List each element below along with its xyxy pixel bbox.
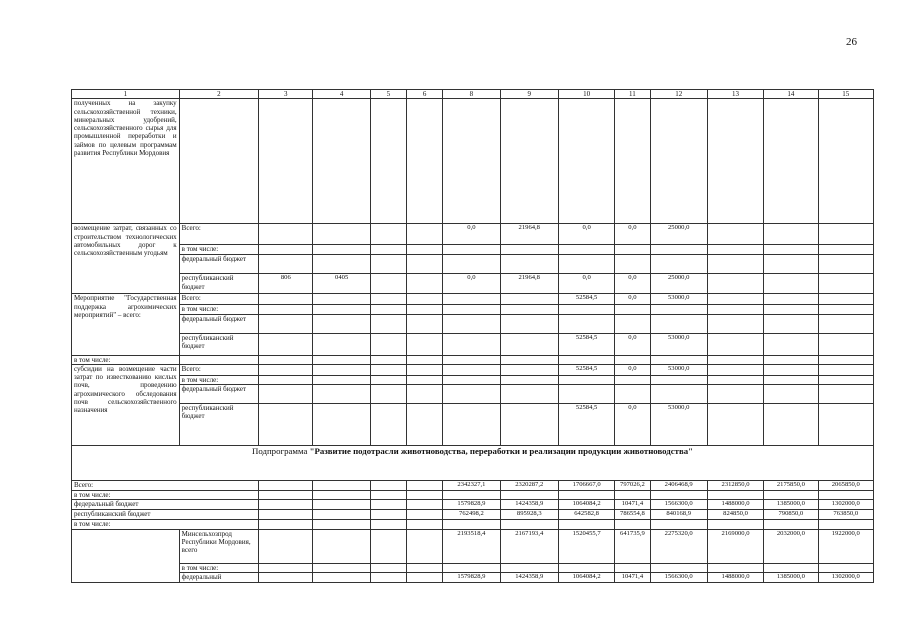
value-cell: 1488000,0 — [707, 572, 763, 582]
value-cell: 2032000,0 — [764, 529, 818, 563]
table-row — [72, 491, 874, 500]
funding-type: федеральный бюджет — [179, 255, 258, 274]
value-cell: 2169000,0 — [707, 529, 763, 563]
value-cell: 52584,5 — [558, 364, 614, 375]
column-numbers-row — [72, 90, 874, 99]
value-cell: 824850,0 — [707, 510, 763, 520]
value-cell: 0,0 — [558, 274, 614, 294]
value-cell: 1922000,0 — [818, 529, 873, 563]
value-cell: 0,0 — [615, 404, 650, 446]
value-cell: 10471,4 — [615, 572, 650, 582]
value-cell: 1520455,7 — [558, 529, 614, 563]
value-cell: 0,0 — [615, 333, 650, 355]
value-cell: 790850,0 — [764, 510, 818, 520]
value-cell: 1566300,0 — [650, 500, 707, 510]
funding-type: в том числе: — [179, 563, 258, 572]
funding-type: республиканский бюджет — [179, 404, 258, 446]
value-cell: 52584,5 — [558, 404, 614, 446]
value-cell: 25000,0 — [650, 224, 707, 245]
col-header: 1 — [72, 90, 180, 99]
row-label: в том числе: — [72, 491, 259, 500]
row-label: Мероприятие "Государственная поддержка агрохимических мероприятий" – всего: — [72, 294, 180, 355]
row-label: в том числе: — [72, 520, 259, 529]
row-label: в том числе: — [72, 355, 180, 364]
col-header: 11 — [615, 90, 650, 99]
value-cell: 1579828,9 — [443, 572, 500, 582]
value-cell: 21964,8 — [500, 274, 558, 294]
funding-type: республиканский бюджет — [179, 274, 258, 294]
col-header: 14 — [764, 90, 818, 99]
code-cell: 0405 — [313, 274, 370, 294]
value-cell: 2406468,9 — [650, 481, 707, 491]
value-cell: 2175850,0 — [764, 481, 818, 491]
funding-type: федеральный бюджет — [179, 385, 258, 404]
table-row — [72, 481, 874, 491]
table-row — [72, 255, 874, 274]
funding-type: республиканский бюджет — [179, 333, 258, 355]
col-header: 3 — [259, 90, 313, 99]
value-cell: 1424358,9 — [500, 572, 558, 582]
table-row — [72, 274, 874, 294]
value-cell: 2193518,4 — [443, 529, 500, 563]
value-cell: 1488000,0 — [707, 500, 763, 510]
value-cell: 797026,2 — [615, 481, 650, 491]
value-cell: 10471,4 — [615, 500, 650, 510]
row-label: федеральный бюджет — [72, 500, 259, 510]
value-cell: 762498,2 — [443, 510, 500, 520]
col-header: 5 — [370, 90, 406, 99]
funding-type: Всего: — [179, 224, 258, 245]
page-number: 26 — [846, 36, 857, 48]
row-label: республиканский бюджет — [72, 510, 259, 520]
row-label: возмещение затрат, связанных со строительством технологических автомобильных дорог к сельскохозяйственным угодьям — [72, 224, 180, 294]
value-cell: 0,0 — [615, 224, 650, 245]
value-cell: 786554,8 — [615, 510, 650, 520]
value-cell: 2320287,2 — [500, 481, 558, 491]
table-row — [72, 563, 874, 572]
subprogram-title — [72, 446, 874, 481]
value-cell: 1566300,0 — [650, 572, 707, 582]
value-cell: 0,0 — [615, 364, 650, 375]
table-row — [72, 245, 874, 255]
funding-type: Всего: — [179, 294, 258, 305]
value-cell: 1579828,9 — [443, 500, 500, 510]
value-cell: 1302000,0 — [818, 500, 873, 510]
col-header: 8 — [443, 90, 500, 99]
funding-type: Минсельхозпрод Республики Мордовия, всего — [179, 529, 258, 563]
table-row — [72, 375, 874, 384]
col-header: 10 — [558, 90, 614, 99]
code-cell: 806 — [259, 274, 313, 294]
col-header: 6 — [407, 90, 443, 99]
funding-type: Всего: — [179, 364, 258, 375]
row-label: Всего: — [72, 481, 259, 491]
value-cell: 840168,9 — [650, 510, 707, 520]
table-row — [72, 529, 874, 563]
funding-type: в том числе: — [179, 305, 258, 314]
table-row — [72, 520, 874, 529]
table-row — [72, 294, 874, 305]
value-cell: 53000,0 — [650, 333, 707, 355]
value-cell: 895928,3 — [500, 510, 558, 520]
funding-type: федеральный бюджет — [179, 314, 258, 333]
value-cell: 641735,9 — [615, 529, 650, 563]
col-header: 2 — [179, 90, 258, 99]
value-cell: 2312850,0 — [707, 481, 763, 491]
table-row — [72, 333, 874, 355]
value-cell: 0,0 — [615, 294, 650, 305]
table-row — [72, 404, 874, 446]
value-cell: 21964,8 — [500, 224, 558, 245]
value-cell: 53000,0 — [650, 364, 707, 375]
value-cell: 1706667,0 — [558, 481, 614, 491]
col-header: 12 — [650, 90, 707, 99]
table-row — [72, 572, 874, 582]
col-header: 15 — [818, 90, 873, 99]
value-cell: 52584,5 — [558, 333, 614, 355]
value-cell: 1302000,0 — [818, 572, 873, 582]
col-header: 13 — [707, 90, 763, 99]
funding-type: федеральный — [179, 572, 258, 582]
value-cell: 53000,0 — [650, 404, 707, 446]
value-cell: 642582,8 — [558, 510, 614, 520]
table-row — [72, 314, 874, 333]
funding-type: в том числе: — [179, 245, 258, 255]
table-row — [72, 355, 874, 364]
value-cell: 0,0 — [443, 274, 500, 294]
value-cell: 1064084,2 — [558, 572, 614, 582]
value-cell: 2065850,0 — [818, 481, 873, 491]
value-cell: 53000,0 — [650, 294, 707, 305]
value-cell: 2167193,4 — [500, 529, 558, 563]
col-header: 9 — [500, 90, 558, 99]
value-cell: 2342327,1 — [443, 481, 500, 491]
row-label: полученных на закупку сельскохозяйственной техники, минеральных удобрений, сельскохозяйственного сырья для промышленной переработки и займов по целевым программам развития Республики Мордовия — [72, 99, 180, 224]
value-cell: 0,0 — [615, 274, 650, 294]
table-row — [72, 500, 874, 510]
value-cell: 0,0 — [443, 224, 500, 245]
subprogram-prefix: Подпрограмма — [251, 446, 310, 456]
table-row — [72, 364, 874, 375]
table-row — [72, 99, 874, 224]
value-cell: 0,0 — [558, 224, 614, 245]
value-cell: 2275320,0 — [650, 529, 707, 563]
subprogram-name: "Развитие подотрасли животноводства, переработки и реализации продукции животноводства" — [309, 446, 694, 456]
row-label: субсидии на возмещение части затрат по известкованию кислых почв, проведению агрохимического обследования почв сельскохозяйственного назначения — [72, 364, 180, 445]
value-cell: 25000,0 — [650, 274, 707, 294]
subprogram-row — [72, 446, 874, 481]
value-cell: 763850,0 — [818, 510, 873, 520]
table-row — [72, 385, 874, 404]
value-cell: 1385000,0 — [764, 500, 818, 510]
value-cell: 52584,5 — [558, 294, 614, 305]
table-row — [72, 510, 874, 520]
value-cell: 1385000,0 — [764, 572, 818, 582]
value-cell: 1424358,9 — [500, 500, 558, 510]
col-header: 4 — [313, 90, 370, 99]
table-row — [72, 224, 874, 245]
table-row — [72, 305, 874, 314]
budget-table — [71, 89, 874, 583]
funding-type: в том числе: — [179, 375, 258, 384]
value-cell: 1064084,2 — [558, 500, 614, 510]
